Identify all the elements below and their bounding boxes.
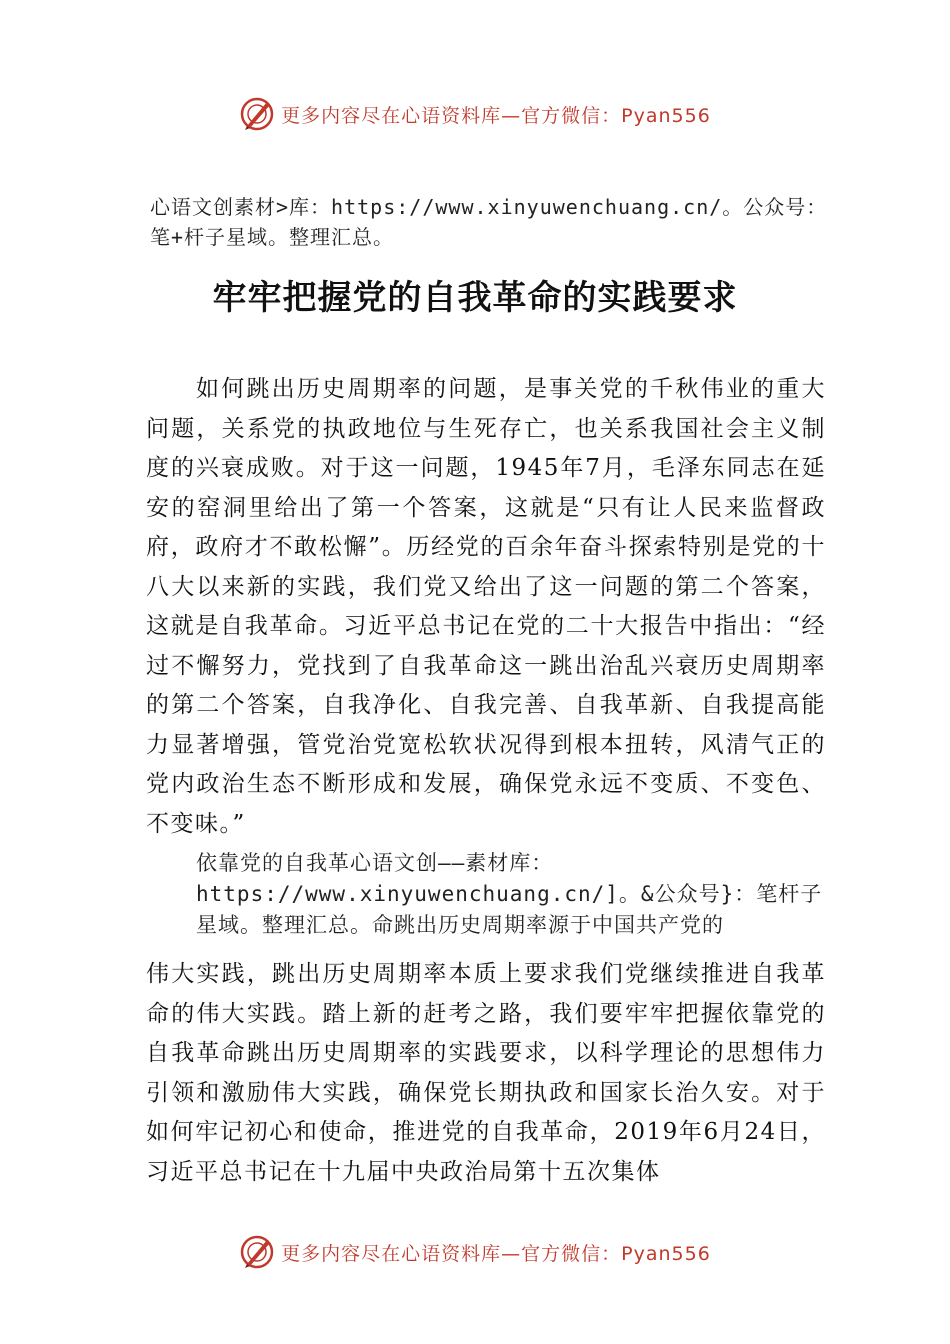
inset-note: 依靠党的自我革心语文创——素材库：https://www.xinyuwenchuang.cn/]。&公众号}：笔杆子星域。整理汇总。命跳出历史周期率源于中国共产党的 <box>196 851 823 937</box>
pen-circle-logo-icon <box>239 96 275 132</box>
header-banner <box>0 94 950 134</box>
footer-banner <box>0 1232 950 1272</box>
body-paragraph-2: 伟大实践，跳出历史周期率本质上要求我们党继续推进自我革命的伟大实践。踏上新的赶考之路，我们要牢牢把握依靠党的自我革命跳出历史周期率的实践要求，以科学理论的思想伟力引领和激励伟大实践，确保党长期执政和国家长治久安。对于如何牢记初心和使命，推进党的自我革命，2019年6月24日，习近平总书记在十九届中央政治局第十五次集体 <box>146 961 826 1185</box>
footer-wechat-handle: Pyan556 <box>621 1242 711 1265</box>
header-wechat-handle: Pyan556 <box>621 104 711 127</box>
header-banner-label: 更多内容尽在心语资料库—官方微信： <box>281 104 622 127</box>
source-note: 心语文创素材>库：https://www.xinyuwenchuang.cn/。公众号：笔+杆子星域。整理汇总。 <box>150 195 828 249</box>
body-paragraph-1: 如何跳出历史周期率的问题，是事关党的千秋伟业的重大问题，关系党的执政地位与生死存亡，也关系我国社会主义制度的兴衰成败。对于这一问题，1945年7月，毛泽东同志在延安的窑洞里给出了第一个答案，这就是“只有让人民来监督政府，政府才不敢松懈”。历经党的百余年奋斗探索特别是党的十八大以来新的实践，我们党又给出了这一问题的第二个答案，这就是自我革命。习近平总书记在党的二十大报告中指出：“经过不懈努力，党找到了自我革命这一跳出治乱兴衰历史周期率的第二个答案，自我净化、自我完善、自我革新、自我提高能力显著增强，管党治党宽松软状况得到根本扭转，风清气正的党内政治生态不断形成和发展，确保党永远不变质、不变色、不变味。” <box>146 376 826 837</box>
pen-circle-logo-icon <box>239 1234 275 1270</box>
footer-banner-text <box>281 1239 711 1266</box>
header-banner-text <box>281 101 711 128</box>
document-title: 牢牢把握党的自我革命的实践要求 <box>212 278 738 318</box>
footer-banner-label: 更多内容尽在心语资料库—官方微信： <box>281 1242 622 1265</box>
